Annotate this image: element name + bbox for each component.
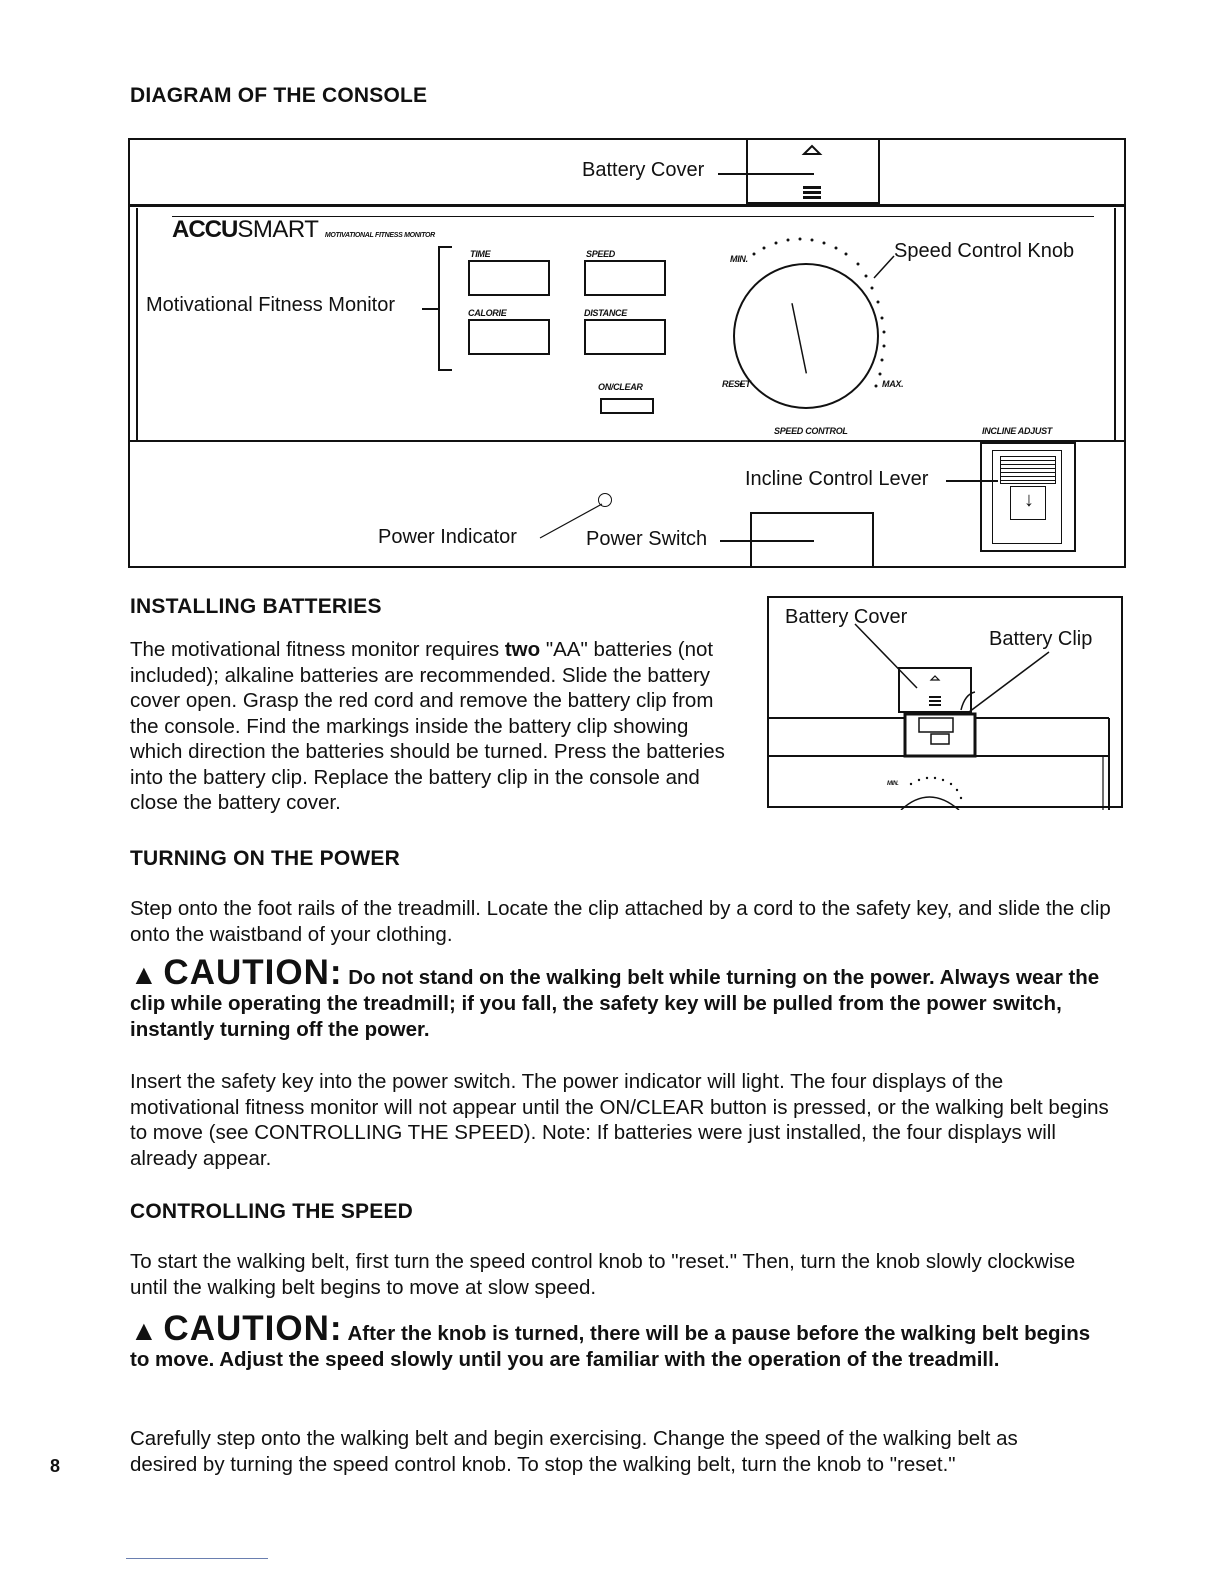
incline-control-lever[interactable] — [980, 442, 1076, 552]
caution-2-word: CAUTION: — [163, 1309, 343, 1348]
installing-paragraph: The motivational fitness monitor requires two "AA" batteries (not included); alkaline batteries are recommended. Slide the battery cover open. Grasp the red cord and remove the battery clip from the console. Find the markings inside the battery clip showing which direction the batteries should be turned. Press the batteries into the battery clip. Replace the battery clip in the console and close the battery cover. — [130, 638, 725, 814]
page-number: 8 — [50, 1456, 61, 1476]
battery-cover-label: Battery Cover — [582, 159, 705, 181]
warning-triangle-icon: ▲ — [130, 959, 158, 990]
installing-title: INSTALLING BATTERIES — [130, 595, 382, 618]
caution-2 — [130, 1309, 1110, 1373]
warning-triangle-icon: ▲ — [130, 1315, 158, 1346]
brand-logo — [172, 216, 435, 244]
brand-sub: MOTIVATIONAL FITNESS MONITOR — [324, 232, 435, 239]
incline-arrow-icon: ↓ — [1024, 489, 1034, 511]
power-title: TURNING ON THE POWER — [130, 847, 400, 870]
inset-drawing — [769, 598, 1125, 810]
inset-battery-cover-label: Battery Cover — [785, 606, 908, 628]
display-calorie-label: CALORIE — [468, 308, 507, 318]
speed-paragraph-1: To start the walking belt, first turn the speed control knob to "reset." Then, turn the knob slowly clockwise until the walking belt begins to move at slow speed. — [130, 1250, 1076, 1299]
battery-cover[interactable] — [746, 138, 880, 204]
speed-paragraph-2: Carefully step onto the walking belt and begin exercising. Change the speed of the walking belt as desired by turning the speed control knob. To stop the walking belt, turn the knob to "reset." — [130, 1427, 1018, 1476]
display-time — [468, 260, 550, 296]
incline-adjust-caption: INCLINE ADJUST — [982, 426, 1052, 436]
caution-1-text: Do not stand on the walking belt while turning on the power. Always wear the clip while operating the treadmill; if you fall, the safety key will be pulled from the power switch, instantly turning off the power. — [130, 966, 1100, 1041]
diagram-title: DIAGRAM OF THE CONSOLE — [130, 84, 428, 107]
speed-title: CONTROLLING THE SPEED — [130, 1200, 414, 1223]
display-distance-label: DISTANCE — [584, 308, 627, 318]
monitor-label: Motivational Fitness Monitor — [146, 294, 395, 316]
display-speed — [584, 260, 666, 296]
caution-1-word: CAUTION: — [163, 953, 343, 992]
battery-cover-icon — [746, 138, 880, 204]
power-paragraph-2: Insert the safety key into the power switch. The power indicator will light. The four displays of the motivational fitness monitor will not appear until the ON/CLEAR button is pressed, or the walking belt begins to move (see CONTROLLING THE SPEED). Note: If batteries were just installed, the four displays will already appear. — [130, 1070, 1109, 1170]
speed-knob-leader — [868, 254, 898, 284]
display-distance — [584, 319, 666, 355]
on-clear-button[interactable] — [600, 398, 654, 414]
caution-2-text: After the knob is turned, there will be a pause before the walking belt begins to move. Adjust the speed slowly until you are familiar with the operation of the treadmill. — [130, 1322, 1091, 1371]
speed-max-label: MAX. — [882, 379, 904, 389]
brand-light: SMART — [237, 216, 319, 243]
speed-reset-label: RESET — [722, 379, 751, 389]
console-diagram — [128, 138, 1126, 568]
display-time-label: TIME — [470, 249, 491, 259]
caution-1 — [130, 953, 1124, 1043]
display-calorie — [468, 319, 550, 355]
inset-battery-clip-label: Battery Clip — [989, 628, 1093, 650]
incline-lever-label: Incline Control Lever — [745, 468, 929, 490]
power-paragraph-1: Step onto the foot rails of the treadmill. Locate the clip attached by a cord to the safety key, and slide the clip onto the waistband of your clothing. — [130, 897, 1111, 946]
brand-bold: ACCU — [172, 216, 238, 243]
speed-control-caption: SPEED CONTROL — [774, 426, 848, 436]
display-speed-label: SPEED — [586, 249, 616, 259]
speed-min-label: MIN. — [730, 254, 748, 264]
footer-rule — [126, 1558, 268, 1559]
battery-inset-diagram — [767, 596, 1123, 808]
inset-min-label: MIN. — [887, 781, 899, 787]
on-clear-label: ON/CLEAR — [598, 382, 643, 392]
power-switch-label: Power Switch — [586, 528, 708, 550]
speed-knob-label: Speed Control Knob — [894, 240, 1075, 262]
power-indicator-label: Power Indicator — [378, 526, 517, 548]
